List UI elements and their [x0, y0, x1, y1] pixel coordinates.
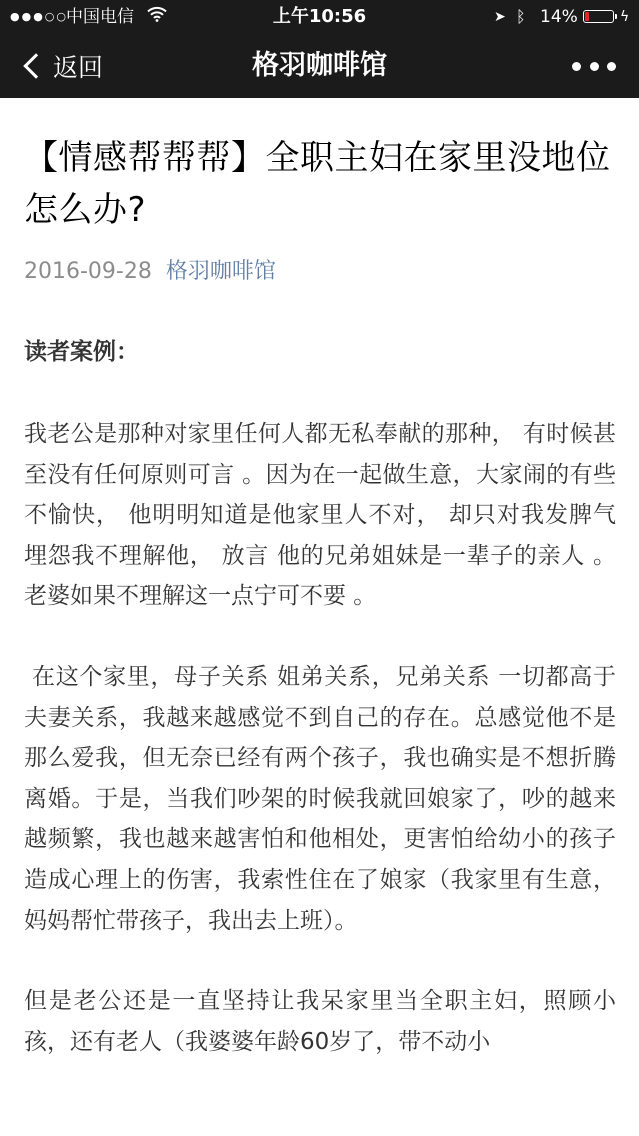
signal-strength-icon: ●●●○○ — [10, 10, 68, 23]
article-paragraph: 但是老公还是一直坚持让我呆家里当全职主妇，照顾小孩，还有老人（我婆婆年龄60岁了，带不动小 — [24, 988, 616, 1055]
article — [24, 98, 624, 1062]
location-arrow-icon: ➤ — [494, 9, 506, 25]
battery-icon — [583, 10, 614, 23]
header — [0, 0, 639, 98]
carrier-name: 中国电信 — [66, 7, 134, 27]
charging-bolt-icon: ϟ — [620, 9, 630, 25]
clock-time: 上午10:56 — [272, 6, 367, 27]
publish-date: 2016-09-28 — [24, 259, 152, 284]
more-dot-icon — [590, 62, 599, 71]
more-dot-icon — [607, 62, 616, 71]
nav-title: 格羽咖啡馆 — [252, 50, 387, 81]
article-title: 【情感帮帮帮】全职主妇在家里没地位怎么办? — [24, 138, 611, 230]
more-dot-icon — [572, 62, 581, 71]
battery-percentage: 14% — [540, 7, 578, 27]
battery-level-fill — [585, 12, 589, 21]
account-name-link[interactable]: 格羽咖啡馆 — [165, 259, 276, 284]
article-meta — [24, 254, 616, 290]
more-options-button[interactable] — [572, 58, 616, 74]
status-bar — [0, 0, 639, 34]
nav-bar — [0, 34, 639, 98]
back-label: 返回 — [53, 53, 104, 82]
article-paragraph: 我老公是那种对家里任何人都无私奉献的那种， 有时候甚至没有任何原则可言 。因为在一起做生意，大家闹的有些不愉快， 他明明知道是他家里人不对， 却只对我发脾气 埋怨我不理解他， 放言 他的兄弟姐妹是一辈子的亲人 。老婆如果不理解这一点宁可不要 。 — [24, 421, 624, 610]
article-paragraph: 在这个家里，母子关系 姐弟关系，兄弟关系 一切都高于夫妻关系，我越来越感觉不到自己的存在。总感觉他不是那么爱我，但无奈已经有两个孩子，我也确实是不想折腾离婚。于是，当我们吵架的时候我就回娘家了，吵的越来越频繁，我也越来越害怕和他相处，更害怕给幼小的孩子造成心理上的伤害，我索性住在了娘家（我家里有生意，妈妈帮忙带孩子，我出去上班）。 — [24, 663, 617, 934]
bluetooth-icon: ᛒ — [516, 7, 526, 26]
section-heading: 读者案例： — [24, 339, 139, 365]
